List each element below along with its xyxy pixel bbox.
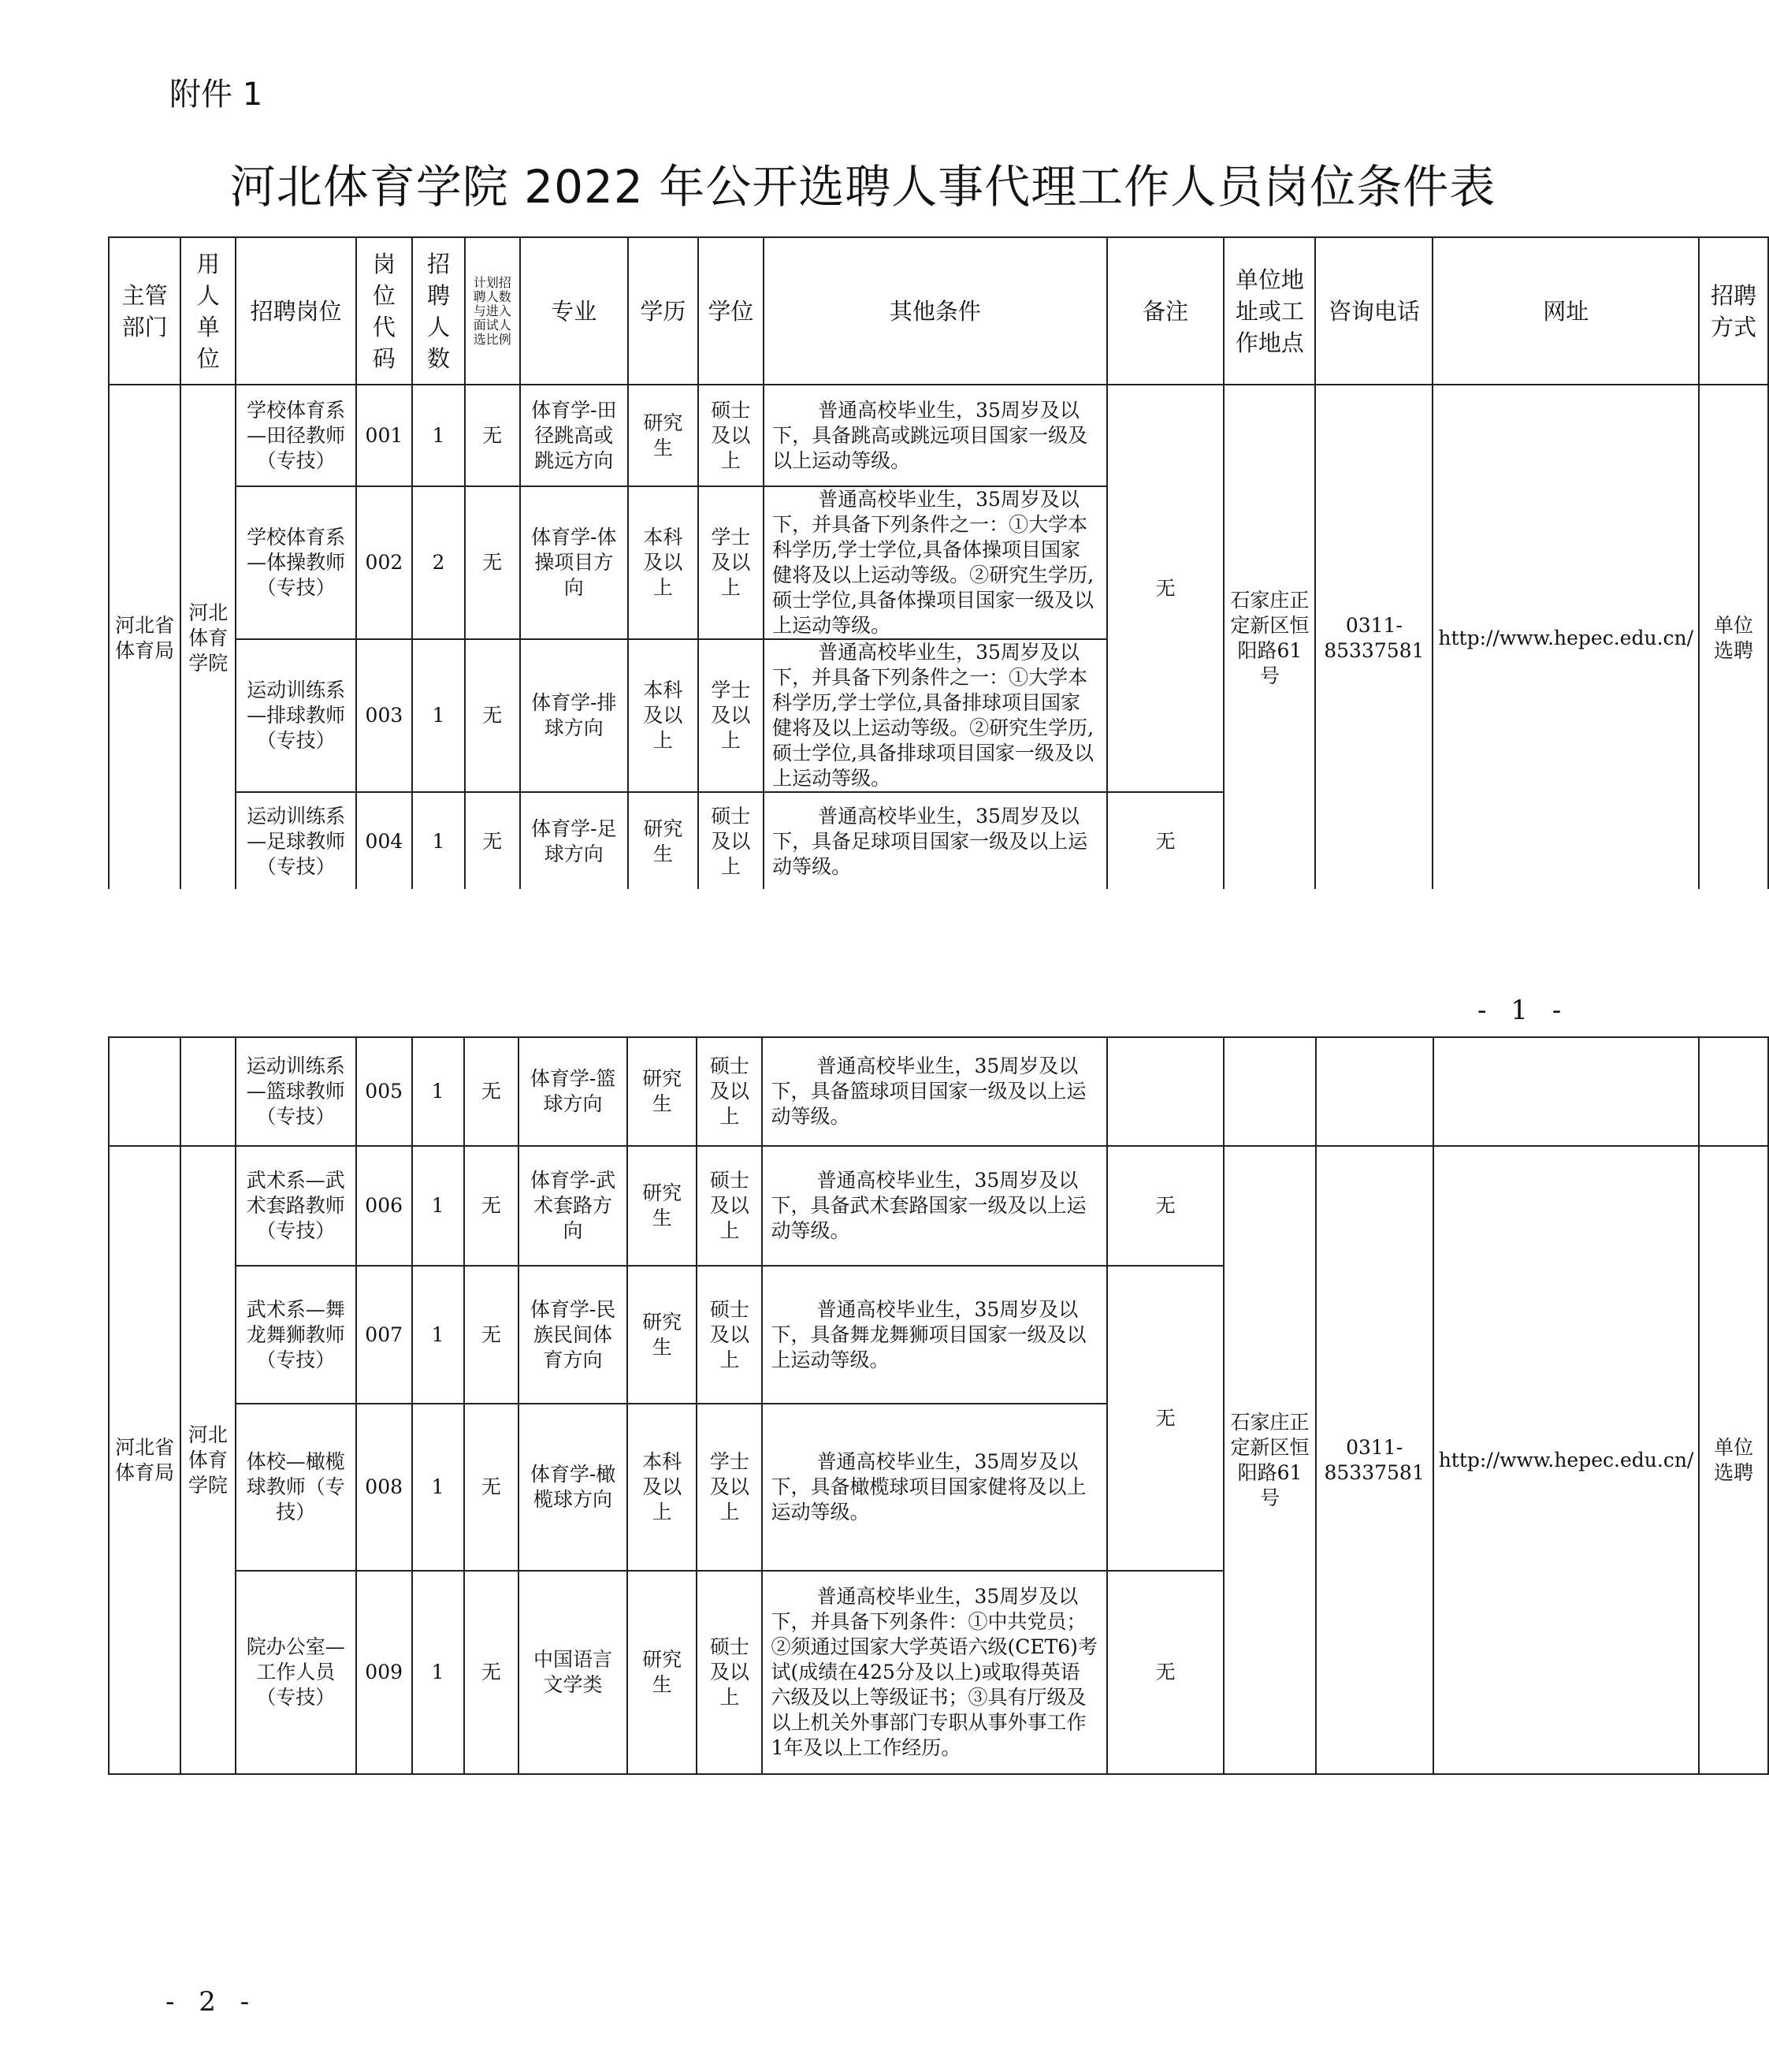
count-cell: 1: [412, 1037, 464, 1146]
education-cell: 本科及以上: [628, 486, 698, 639]
other-cell: 普通高校毕业生，35周岁及以下，并具备下列条件：①中共党员；②须通过国家大学英语六级(CET6)考试(成绩在425分及以上)或取得英语六级及以上等级证书；③具有厅级及以上机关外事部门专职从事外事工作1年及以上工作经历。: [762, 1571, 1106, 1774]
other-cell: 普通高校毕业生，35周岁及以下，具备篮球项目国家一级及以上运动等级。: [762, 1037, 1106, 1146]
education-cell: 研究生: [628, 792, 698, 891]
position-cell: 运动训练系—篮球教师（专技）: [236, 1037, 356, 1146]
count-cell: 1: [412, 1266, 464, 1404]
major-cell: 体育学-篮球方向: [518, 1037, 627, 1146]
ratio-cell: 无: [464, 1037, 519, 1146]
education-cell: 研究生: [627, 1571, 697, 1774]
page-number: - 1 -: [1477, 995, 1570, 1026]
degree-cell: 硕士及以上: [697, 1037, 762, 1146]
ratio-cell: 无: [464, 1146, 519, 1266]
header-position: 招聘岗位: [236, 237, 356, 385]
header-phone: 咨询电话: [1315, 237, 1433, 385]
position-cell: 运动训练系—足球教师（专技）: [236, 792, 356, 891]
degree-cell: 硕士及以上: [697, 1571, 762, 1774]
address-cell: 石家庄正定新区恒阳路61号: [1224, 385, 1315, 891]
other-cell: 普通高校毕业生，35周岁及以下，并具备下列条件之一：①大学本科学历,学士学位,具备体操项目国家健将及以上运动等级。②研究生学历,硕士学位,具备体操项目国家一级及以上运动等级。: [764, 486, 1107, 639]
address-cell: 石家庄正定新区恒阳路61号: [1224, 1146, 1315, 1774]
remark-cell: 无: [1107, 1146, 1225, 1266]
ratio-cell: 无: [464, 1571, 519, 1774]
code-cell: 002: [356, 486, 412, 639]
major-cell: 体育学-田径跳高或跳远方向: [520, 385, 629, 486]
position-cell: 武术系—舞龙舞狮教师（专技）: [236, 1266, 356, 1404]
count-cell: 1: [412, 792, 465, 891]
phone-cell-continued: [1316, 1037, 1433, 1146]
major-cell: 体育学-体操项目方向: [520, 486, 629, 639]
count-cell: 2: [412, 486, 465, 639]
major-cell: 体育学-排球方向: [520, 639, 629, 792]
unit-cell: 河北体育学院: [180, 1146, 236, 1774]
ratio-cell: 无: [464, 1404, 519, 1571]
unit-cell: 河北体育学院: [180, 385, 236, 891]
code-cell: 008: [356, 1404, 412, 1571]
other-cell: 普通高校毕业生，35周岁及以下，具备跳高或跳远项目国家一级及以上运动等级。: [764, 385, 1107, 486]
header-method: 招聘方式: [1699, 237, 1768, 385]
count-cell: 1: [412, 1571, 464, 1774]
code-cell: 007: [356, 1266, 412, 1404]
education-cell: 本科及以上: [628, 639, 698, 792]
major-cell: 体育学-民族民间体育方向: [518, 1266, 627, 1404]
education-cell: 研究生: [627, 1146, 697, 1266]
code-cell: 009: [356, 1571, 412, 1774]
table-header-row: [109, 237, 1768, 385]
website-cell: http://www.hepec.edu.cn/: [1433, 385, 1699, 891]
ratio-cell: 无: [465, 792, 519, 891]
count-cell: 1: [412, 639, 465, 792]
header-other: 其他条件: [764, 237, 1107, 385]
website-cell-continued: [1433, 1037, 1700, 1146]
positions-table-page1: [108, 236, 1769, 892]
method-cell-continued: [1699, 1037, 1768, 1146]
header-count: 招聘人数: [412, 237, 465, 385]
positions-table-page2: [108, 1036, 1769, 1775]
method-cell: 单位选聘: [1699, 385, 1768, 891]
other-cell: 普通高校毕业生，35周岁及以下，并具备下列条件之一：①大学本科学历,学士学位,具备排球项目国家健将及以上运动等级。②研究生学历,硕士学位,具备排球项目国家一级及以上运动等级。: [764, 639, 1107, 792]
other-cell: 普通高校毕业生，35周岁及以下，具备武术套路国家一级及以上运动等级。: [762, 1146, 1106, 1266]
header-major: 专业: [520, 237, 629, 385]
header-code: 岗位代码: [356, 237, 412, 385]
major-cell: 中国语言文学类: [518, 1571, 627, 1774]
table-row: [109, 1146, 1768, 1266]
count-cell: 1: [412, 1146, 464, 1266]
remark-cell: 无: [1107, 1266, 1225, 1571]
ratio-cell: 无: [465, 385, 519, 486]
header-dept: 主管部门: [109, 237, 180, 385]
code-cell: 006: [356, 1146, 412, 1266]
dept-cell-continued: [109, 1037, 180, 1146]
code-cell: 004: [356, 792, 412, 891]
degree-cell: 学士及以上: [697, 1404, 762, 1571]
position-cell: 运动训练系—排球教师（专技）: [236, 639, 356, 792]
table-row: [109, 385, 1768, 486]
education-cell: 本科及以上: [627, 1404, 697, 1571]
ratio-cell: 无: [465, 486, 519, 639]
dept-cell: 河北省体育局: [109, 1146, 180, 1774]
position-cell: 院办公室—工作人员（专技）: [236, 1571, 356, 1774]
education-cell: 研究生: [627, 1037, 697, 1146]
header-unit: 用人单位: [180, 237, 236, 385]
degree-cell: 硕士及以上: [698, 792, 764, 891]
code-cell: 001: [356, 385, 412, 486]
address-cell-continued: [1224, 1037, 1315, 1146]
attachment-label: 附件 1: [169, 76, 263, 113]
count-cell: 1: [412, 1404, 464, 1571]
other-cell: 普通高校毕业生，35周岁及以下，具备舞龙舞狮项目国家一级及以上运动等级。: [762, 1266, 1106, 1404]
major-cell: 体育学-足球方向: [520, 792, 629, 891]
header-remark: 备注: [1107, 237, 1225, 385]
dept-cell: 河北省体育局: [109, 385, 180, 891]
header-ratio: 计划招聘人数与进入面试人选比例: [465, 237, 519, 385]
unit-cell-continued: [180, 1037, 236, 1146]
ratio-cell: 无: [464, 1266, 519, 1404]
header-address: 单位地址或工作地点: [1224, 237, 1315, 385]
document-title: 河北体育学院 2022 年公开选聘人事代理工作人员岗位条件表: [229, 160, 1496, 214]
count-cell: 1: [412, 385, 465, 486]
ratio-cell: 无: [465, 639, 519, 792]
position-cell: 体校—橄榄球教师（专技）: [236, 1404, 356, 1571]
code-cell: 005: [356, 1037, 412, 1146]
education-cell: 研究生: [628, 385, 698, 486]
degree-cell: 学士及以上: [698, 486, 764, 639]
position-cell: 武术系—武术套路教师（专技）: [236, 1146, 356, 1266]
phone-cell: 0311-85337581: [1315, 385, 1433, 891]
page-number: - 2 -: [165, 1986, 258, 2018]
table-row: [109, 1037, 1768, 1146]
header-degree: 学位: [698, 237, 764, 385]
degree-cell: 硕士及以上: [697, 1146, 762, 1266]
remark-cell-continued: [1107, 1037, 1225, 1146]
remark-cell: 无: [1107, 1571, 1225, 1774]
header-website: 网址: [1433, 237, 1699, 385]
other-cell: 普通高校毕业生，35周岁及以下，具备足球项目国家一级及以上运动等级。: [764, 792, 1107, 891]
other-cell: 普通高校毕业生，35周岁及以下，具备橄榄球项目国家健将及以上运动等级。: [762, 1404, 1106, 1571]
degree-cell: 硕士及以上: [697, 1266, 762, 1404]
position-cell: 学校体育系—体操教师（专技）: [236, 486, 356, 639]
website-cell: http://www.hepec.edu.cn/: [1433, 1146, 1700, 1774]
major-cell: 体育学-武术套路方向: [518, 1146, 627, 1266]
phone-cell: 0311-85337581: [1316, 1146, 1433, 1774]
education-cell: 研究生: [627, 1266, 697, 1404]
remark-cell: 无: [1107, 792, 1225, 891]
degree-cell: 学士及以上: [698, 639, 764, 792]
remark-cell: 无: [1107, 385, 1225, 792]
major-cell: 体育学-橄榄球方向: [518, 1404, 627, 1571]
degree-cell: 硕士及以上: [698, 385, 764, 486]
header-education: 学历: [628, 237, 698, 385]
position-cell: 学校体育系—田径教师（专技）: [236, 385, 356, 486]
code-cell: 003: [356, 639, 412, 792]
method-cell: 单位选聘: [1699, 1146, 1768, 1774]
